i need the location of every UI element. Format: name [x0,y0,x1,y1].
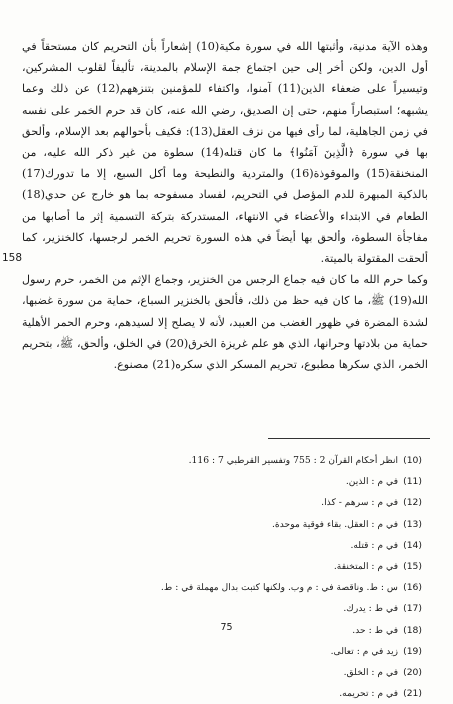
footnote-number: (16) [403,582,422,594]
footnote-text: في م : الخلق. [343,667,399,679]
footnote-text: س : ط. وناقصة في : م وب. ولكنها كتبت بدال مهملة في : ط. [160,582,399,594]
footnote-text: في م : تحريمه. [339,688,399,700]
footnote-text: في م : قتله. [350,539,399,551]
footnote-item [120,514,422,535]
footnote-item [120,641,422,662]
footnote-item [120,683,422,704]
footnote-number: (10) [403,455,422,466]
footnote-item [120,662,422,683]
paragraph-158: وكما حرم الله ما كان فيه جماع الرجس من الخنزير، وجماع الإثم من الخمر، حرم رسول الله(19) ﷺ، ما كان فيه حظ من ذلك، فألحق بالخنزير السباع، حماية من سورة غضبها، لشدة المضرة في ظهور الغضب من العبيد، لأنه لا يصلح إلا لسيدهم، وحرم الحمر الأهلية حماية من بلادتها وحرانها، الذي هو علم غريزة الخرق(20) في الخلق، وألحق، ﷺ، بتحريم الخمر، الذي سكرها مطبوع، تحريم المسكر الذي سكره(21) مصنوع. [22,273,428,372]
footnote-number: (13) [403,518,422,530]
footnote-number: (21) [403,688,422,700]
footnote-number: (14) [403,539,422,551]
footnote-text: في م : سرهم - كذا. [321,497,399,509]
footnote-number: (18) [403,624,422,636]
footnote-item [120,598,422,619]
footnote-divider [268,438,430,439]
footnote-number: (19) [403,645,422,657]
footnote-text: في ط : يدرك. [343,603,399,615]
footnote-number: (15) [403,561,422,573]
footnote-text: زيد في م : تعالى. [330,645,399,657]
footnote-text: في م : المتخنقة. [333,561,399,573]
footnote-number: (11) [403,476,422,488]
footnote-text: في م : العقل. بقاء فوقية موحدة. [271,518,399,530]
footnote-item [120,535,422,556]
paragraph-1: وهذه الآية مدنية، وأثبتها الله في سورة مكية(10) إشعاراً بأن التحريم كان مستحقاً في أول الدين، ولكن أخر إلى حين اجتماع جمة الإسلام بالمدينة، تأليفاً لقلوب المشركين، وتيسيراً على ضعفاء الذين(11) آمنوا، واكتفاء للمؤمنين بتنزههم(12) عن ذلك وعما يشبهه؛ استبصاراً منهم، حتى إن الصديق، رضي الله عنه، كان قد حرم الخمر على نفسه في زمن الجاهلية، لما رأى فيها من نزف العقل(13): فكيف بأحوالهم بعد الإسلام، وألحق بها في سورة ﴿الَّذِينَ آمَنُوا﴾ ما كان قتله(14) سطوة من غير ذكر الله عليه، من المنخنقة(15) والموقوذة(16) والمتردية والنطيحة وما أكل السبع، إلا ما تدورك(17) بالذكية المبهرة للدم المؤصل في التحريم، لفساد مسفوحه بما هو خارج عن حدي(18) الطعام في الابتداء والأعضاء في الانتهاء، المستدركة بتركة التسمية إثر ما أصابها من مفاجأة السطوة، وألحق بها أيضاً في هذه السورة تحريم الخمر لرجسها، كالخنزير، كما ألحقت المقتولة بالميتة. [22,40,429,266]
footnote-item [120,556,422,577]
footnote-item [120,471,422,492]
footnote-text: انظر أحكام القرآن 2 : 755 وتفسير القرطبي 7 : 116. [188,455,399,466]
footnote-number: (12) [403,497,422,509]
footnote-number: (17) [403,603,422,615]
footnote-item [120,450,422,471]
footnote-item [120,492,422,513]
footnote-number: (20) [403,667,422,679]
main-text [22,36,428,375]
footnote-item [120,577,422,598]
margin-section-number: 158 [2,252,23,264]
page-number: 75 [220,622,233,633]
footnote-text: في ط : حد. [352,624,399,636]
footnotes-list [120,450,422,704]
footnote-text: في م : الذين. [345,476,399,488]
